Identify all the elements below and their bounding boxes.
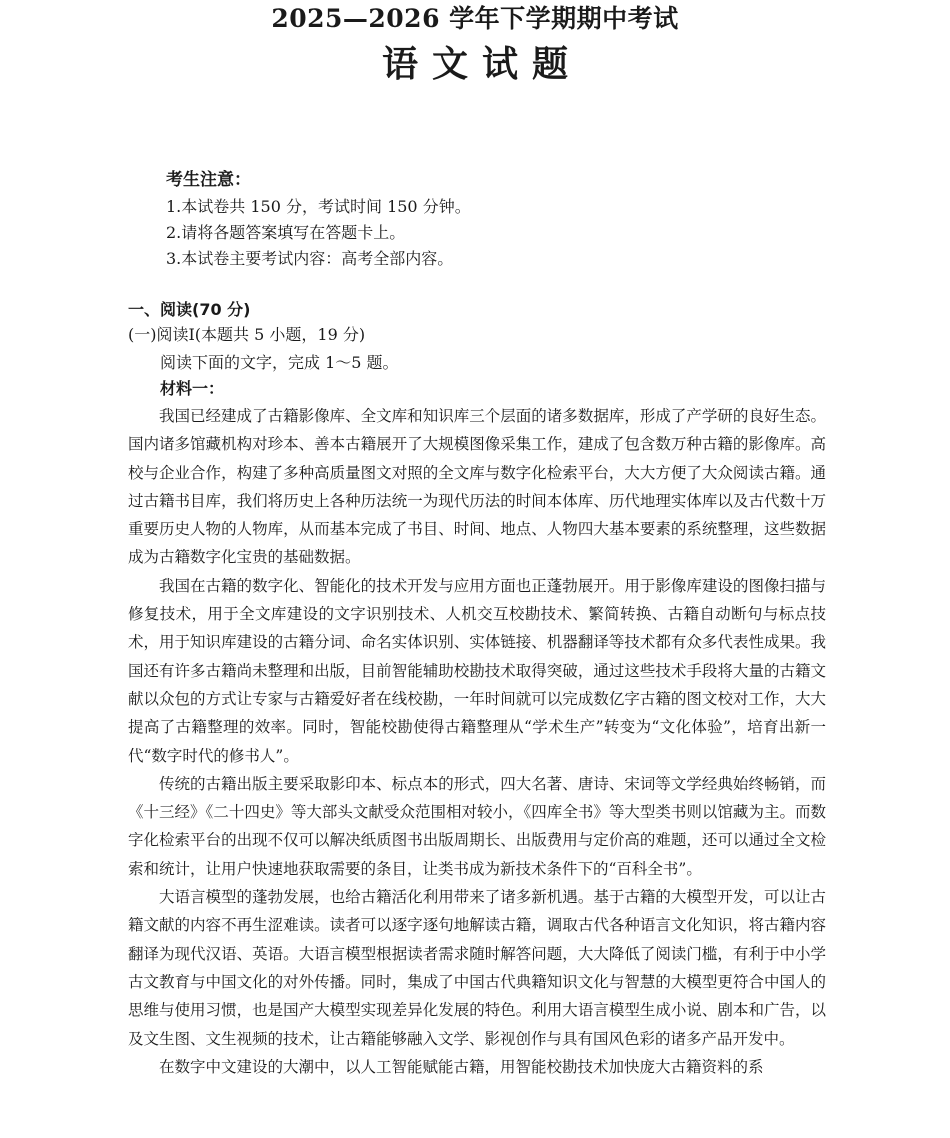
notice-heading: 考生注意： [166,170,251,190]
paragraph: 我国已经建成了古籍影像库、全文库和知识库三个层面的诸多数据库，形成了产学研的良好生态。国内诸多馆藏机构对珍本、善本古籍展开了大规模图像采集工作，建成了包含数万种古籍的影像库。高校与企业合作，构建了多种高质量图文对照的全文库与数字化检索平台，大大方便了大众阅读古籍。通过古籍书目库，我们将历史上各种历法统一为现代历法的时间本体库、历代地理实体库以及古代数十万重要历史人物的人物库，从而基本完成了书目、时间、地点、人物四大基本要素的系统整理，这些数据成为古籍数字化宝贵的基础数据。 [128,407,826,567]
section-heading: 一、阅读(70 分) [128,300,251,319]
section-subheading: (一)阅读Ⅰ(本题共 5 小题，19 分) [128,325,366,344]
paragraph: 传统的古籍出版主要采取影印本、标点本的形式，四大名著、唐诗、宋词等文学经典始终畅销，而《十三经》《二十四史》等大部头文献受众范围相对较小，《四库全书》等大型类书则以馆藏为主。而数字化检索平台的出现不仅可以解决纸质图书出版周期长、出版费用与定价高的难题，还可以通过全文检索和统计，让用户快速地获取需要的条目，让类书成为新技术条件下的“百科全书”。 [128,774,826,878]
paragraph: 大语言模型的蓬勃发展，也给古籍活化利用带来了诸多新机遇。基于古籍的大模型开发，可以让古籍文献的内容不再生涩难读。读者可以逐字逐句地解读古籍，调取古代各种语言文化知识，将古籍内容翻译为现代汉语、英语。大语言模型根据读者需求随时解答问题，大大降低了阅读门槛，有利于中小学古文教育与中国文化的对外传播。同时，集成了中国古代典籍知识文化与智慧的大模型更符合中国人的思维与使用习惯，也是国产大模型实现差异化发展的特色。利用大语言模型生成小说、剧本和广告，以及文生图、文生视频的技术，让古籍能够融入文学、影视创作与具有国风色彩的诸多产品开发中。 [128,888,826,1048]
exam-title: 2025—2026 学年下学期期中考试 [271,4,679,33]
notice-item: 3.本试卷主要考试内容：高考全部内容。 [166,249,454,268]
subject-title: 语文试题 [381,43,582,85]
paragraph: 在数字中文建设的大潮中，以人工智能赋能古籍，用智能校勘技术加快庞大古籍资料的系 [159,1057,764,1076]
notice-item: 2.请将各题答案填写在答题卡上。 [166,223,406,242]
material-body [128,402,826,1081]
notice-item: 1.本试卷共 150 分，考试时间 150 分钟。 [166,197,471,216]
paragraph: 我国在古籍的数字化、智能化的技术开发与应用方面也正蓬勃展开。用于影像库建设的图像扫描与修复技术，用于全文库建设的文字识别技术、人机交互校勘技术、繁简转换、古籍自动断句与标点技术，用于知识库建设的古籍分词、命名实体识别、实体链接、机器翻译等技术都有众多代表性成果。我国还有许多古籍尚未整理和出版，目前智能辅助校勘技术取得突破，通过这些技术手段将大量的古籍文献以众包的方式让专家与古籍爱好者在线校勘，一年时间就可以完成数亿字古籍的图文校对工作，大大提高了古籍整理的效率。同时，智能校勘使得古籍整理从“学术生产”转变为“文化体验”，培育出新一代“数字时代的修书人”。 [128,576,826,765]
material-heading: 材料一： [160,379,225,398]
reading-instruction: 阅读下面的文字，完成 1～5 题。 [160,353,399,372]
